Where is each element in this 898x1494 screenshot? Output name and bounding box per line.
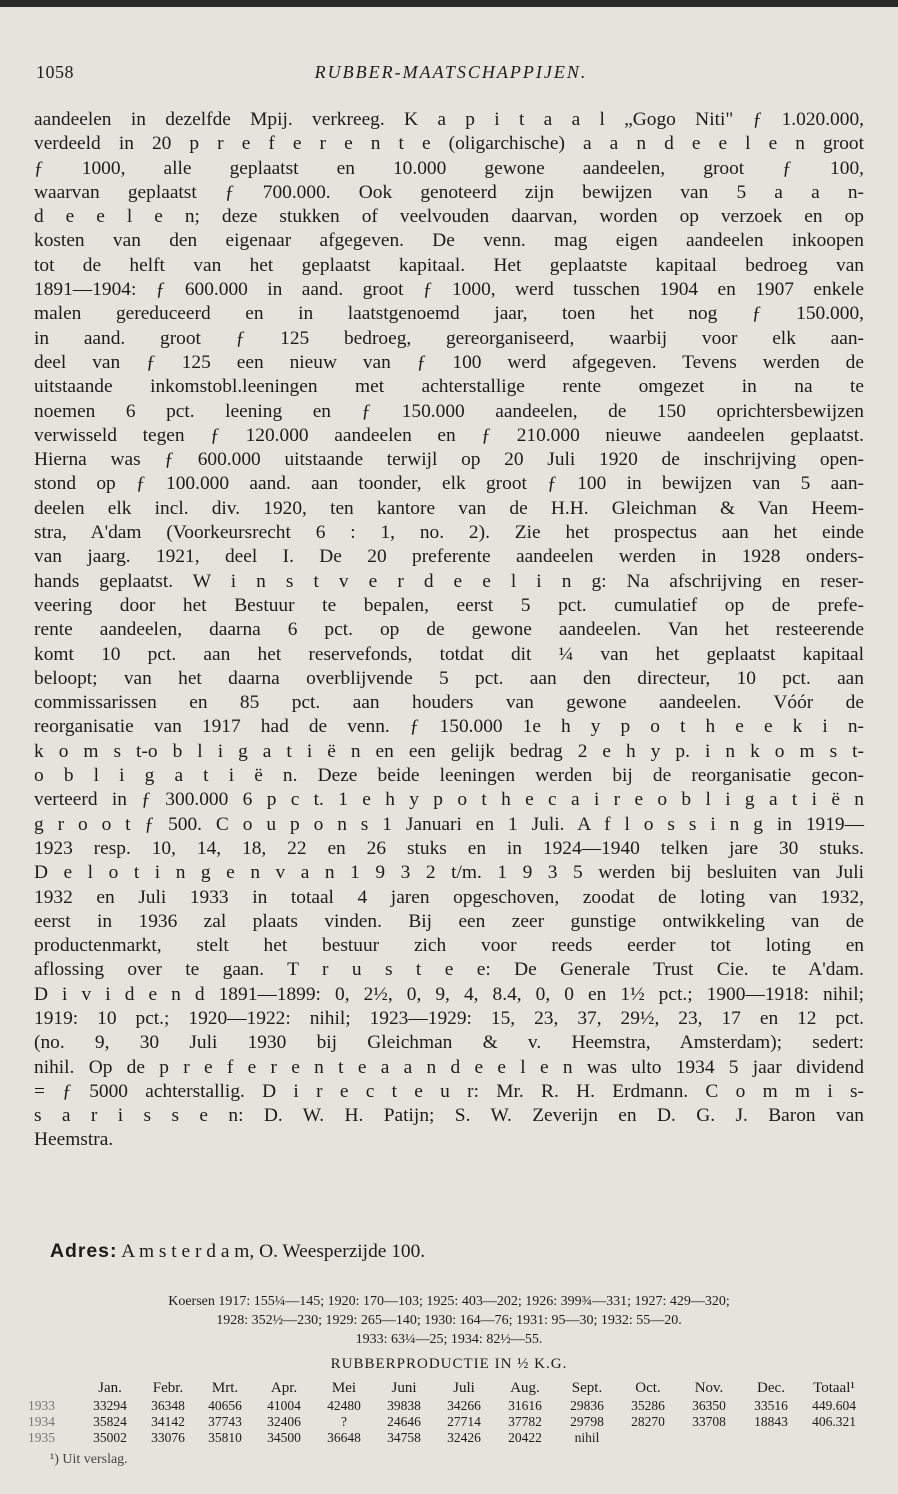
body-line: veering door het Bestuur te bepalen, eerst 5 pct. cumulatief op de prefe- — [34, 594, 864, 616]
body-line: hands geplaatst. W i n s t v e r d e e l i n g: Na afschrijving en reser- — [34, 570, 864, 592]
table-cell: 36648 — [327, 1430, 361, 1445]
column-header: Juli — [453, 1380, 475, 1396]
top-border — [0, 0, 898, 7]
body-line: Hierna was ƒ 600.000 uitstaande terwijl op 20 Juli 1920 de inschrijving open- — [34, 449, 864, 471]
koersen-line: 1928: 352½—230; 1929: 265—140; 1930: 164—76; 1931: 95—30; 1932: 55—20. — [216, 1313, 682, 1328]
body-line: d e e l e n; deze stukken of veelvouden daarvan, worden op verzoek en op — [34, 206, 864, 228]
table-cell: 34266 — [447, 1398, 481, 1413]
table-cell: 18843 — [754, 1414, 788, 1429]
column-header: Juni — [391, 1380, 417, 1396]
row-year: 1935 — [28, 1430, 55, 1445]
body-line: o b l i g a t i ë n. Deze beide leeningen werden bij de reorganisatie gecon- — [34, 765, 864, 787]
body-line: 1932 en Juli 1933 in totaal 4 jaren opgeschoven, zoodat de loting van 1932, — [34, 886, 864, 908]
table-cell: 29836 — [570, 1398, 604, 1413]
body-line: aandeelen in dezelfde Mpij. verkreeg. K a p i t a a l „Gogo Niti" ƒ 1.020.000, — [34, 109, 864, 130]
table-cell: 35286 — [631, 1398, 665, 1413]
column-header: Mei — [331, 1380, 357, 1396]
body-line: 1923 resp. 10, 14, 18, 22 en 26 stuks en in 1924—1940 telken jare 30 stuks. — [34, 837, 864, 859]
production-table-title: RUBBERPRODUCTIE IN ½ K.G. — [330, 1356, 568, 1372]
body-line: g r o o t ƒ 500. C o u p o n s 1 Januari en 1 Juli. A f l o s s i n g in 1919— — [34, 813, 864, 835]
table-cell: 37743 — [208, 1414, 242, 1429]
column-header: Jan. — [98, 1380, 122, 1396]
address — [50, 1240, 425, 1263]
body-line: s a r i s s e n: D. W. H. Patijn; S. W. Zeverijn en D. G. J. Baron van — [34, 1105, 864, 1127]
row-year: 1933 — [28, 1398, 55, 1413]
column-header: Febr. — [152, 1380, 184, 1396]
table-cell: ? — [341, 1414, 347, 1429]
body-line: D e l o t i n g e n v a n 1 9 3 2 t/m. 1 9 3 5 werden bij besluiten van Juli — [34, 862, 864, 884]
table-row — [28, 1414, 866, 1430]
table-cell — [678, 1430, 740, 1446]
table-cell: nihil — [574, 1430, 600, 1445]
table-cell: 20422 — [508, 1430, 542, 1445]
koersen-block — [34, 1292, 864, 1349]
table-cell: 33294 — [93, 1398, 127, 1413]
table-cell: 31616 — [508, 1398, 542, 1413]
body-line: verdeeld in 20 p r e f e r e n t e (oligarchische) a a n d e e l e n groot — [34, 133, 864, 155]
table-cell: 33516 — [754, 1398, 788, 1413]
table-cell: 32406 — [267, 1414, 301, 1429]
body-line: nihil. Op de p r e f e r e n t e a a n d e e l e n was ulto 1934 5 jaar dividend — [34, 1056, 864, 1078]
table-cell: 33708 — [692, 1414, 726, 1429]
body-line: rente aandeelen, daarna 6 pct. op de gewone aandeelen. Van het resteerende — [34, 619, 864, 641]
running-title: RUBBER-MAATSCHAPPIJEN. — [314, 62, 588, 82]
body-line: van jaarg. 1921, deel I. De 20 preferente aandeelen werden in 1928 onders- — [34, 546, 864, 568]
table-cell — [618, 1430, 678, 1446]
footnote: ¹) Uit verslag. — [50, 1452, 128, 1467]
row-year: 1934 — [28, 1414, 55, 1429]
column-header: Totaal¹ — [813, 1380, 855, 1396]
body-line: productenmarkt, stelt het bestuur zich voor reeds eerder tot loting en — [34, 935, 864, 957]
table-cell — [802, 1430, 866, 1446]
table-cell: 36348 — [151, 1398, 185, 1413]
table-cell: 34142 — [151, 1414, 185, 1429]
body-line: k o m s t-o b l i g a t i ë n en een gelijk bedrag 2 e h y p. i n k o m s t- — [34, 740, 864, 762]
table-cell: 37782 — [508, 1414, 542, 1429]
column-header: Nov. — [694, 1380, 724, 1396]
body-line: eerst in 1936 zal plaats vinden. Bij een zeer gunstige ontwikkeling van de — [34, 910, 864, 932]
body-line: stond op ƒ 100.000 aand. aan toonder, elk groot ƒ 100 in bewijzen van 5 aan- — [34, 473, 864, 495]
body-line: deel van ƒ 125 een nieuw van ƒ 100 werd afgegeven. Tevens werden de — [34, 351, 864, 373]
body-line: reorganisatie van 1917 had de venn. ƒ 150.000 1e h y p o t h e e k i n- — [34, 716, 864, 738]
column-header: Apr. — [270, 1380, 298, 1396]
body-line: D i v i d e n d 1891—1899: 0, 2½, 0, 9, 4, 8.4, 0, 0 en 1½ pct.; 1900—1918: nihil; — [34, 983, 864, 1005]
table-cell: 34758 — [387, 1430, 421, 1445]
table-header-row — [28, 1380, 866, 1398]
table-cell: 36350 — [692, 1398, 726, 1413]
column-header — [28, 1380, 80, 1398]
table-cell: 32426 — [447, 1430, 481, 1445]
body-line: aflossing over te gaan. T r u s t e e: De Generale Trust Cie. te A'dam. — [34, 959, 864, 981]
body-text — [34, 108, 864, 1153]
body-line: = ƒ 5000 achterstallig. D i r e c t e u r: Mr. R. H. Erdmann. C o m m i s- — [34, 1080, 864, 1102]
table-cell: 24646 — [387, 1414, 421, 1429]
table-cell: 41004 — [267, 1398, 301, 1413]
body-line: 1919: 10 pct.; 1920—1922: nihil; 1923—1929: 15, 23, 37, 29½, 23, 17 en 12 pct. — [34, 1007, 864, 1029]
table-cell: 449.604 — [812, 1398, 856, 1413]
body-line: commissarissen en 85 pct. aan houders van gewone aandeelen. Vóór de — [34, 692, 864, 714]
body-line: uitstaande inkomstobl.leeningen met achterstallige rente omgezet in na te — [34, 376, 864, 398]
body-line: verwisseld tegen ƒ 120.000 aandeelen en ƒ 210.000 nieuwe aandeelen geplaatst. — [34, 424, 864, 446]
body-line: tot de helft van het geplaatst kapitaal. Het geplaatste kapitaal bedroeg van — [34, 254, 864, 276]
body-line: stra, A'dam (Voorkeursrecht 6 : 1, no. 2). Zie het prospectus aan het einde — [34, 522, 864, 544]
body-line: kosten van den eigenaar afgegeven. De venn. mag eigen aandeelen inkoopen — [34, 230, 864, 252]
column-header: Sept. — [571, 1380, 603, 1396]
body-line: deelen elk incl. div. 1920, ten kantore van de H.H. Gleichman & Van Heem- — [34, 497, 864, 519]
body-line: Heemstra. — [34, 1129, 114, 1151]
column-header: Aug. — [510, 1380, 540, 1396]
table-cell: 406.321 — [812, 1414, 856, 1429]
table-row — [28, 1430, 866, 1446]
table-cell: 40656 — [208, 1398, 242, 1413]
address-value: A m s t e r d a m, O. Weesperzijde 100. — [121, 1241, 426, 1262]
table-cell: 39838 — [387, 1398, 421, 1413]
column-header: Dec. — [757, 1380, 785, 1396]
body-line: ƒ 1000, alle geplaatst en 10.000 gewone aandeelen, groot ƒ 100, — [34, 157, 864, 179]
body-line: 1891—1904: ƒ 600.000 in aand. groot ƒ 1000, werd tusschen 1904 en 1907 enkele — [34, 279, 864, 301]
table-cell: 42480 — [327, 1398, 361, 1413]
table-cell — [740, 1430, 802, 1446]
body-line: malen gereduceerd en in laatstgenoemd jaar, toen het nog ƒ 150.000, — [34, 303, 864, 325]
body-line: in aand. groot ƒ 125 bedroeg, gereorganiseerd, waarbij voor elk aan- — [34, 327, 864, 349]
koersen-line: 1933: 63¼—25; 1934: 82½—55. — [355, 1332, 543, 1347]
table-cell: 33076 — [151, 1430, 185, 1445]
table-cell: 35002 — [93, 1430, 127, 1445]
body-line: verteerd in ƒ 300.000 6 p c t. 1 e h y p o t h e c a i r e o b l i g a t i ë n — [34, 789, 864, 811]
table-cell: 28270 — [631, 1414, 665, 1429]
table-cell: 34500 — [267, 1430, 301, 1445]
column-header: Oct. — [635, 1380, 661, 1396]
column-header: Mrt. — [211, 1380, 239, 1396]
table-row — [28, 1398, 866, 1414]
body-line: waarvan geplaatst ƒ 700.000. Ook genoteerd zijn bewijzen van 5 a a n- — [34, 181, 864, 203]
body-line: komt 10 pct. aan het reservefonds, totdat dit ¼ van het geplaatst kapitaal — [34, 643, 864, 665]
production-table — [28, 1380, 866, 1446]
body-line: (no. 9, 30 Juli 1930 bij Gleichman & v. Heemstra, Amsterdam); sedert: — [34, 1032, 864, 1054]
page-number: 1058 — [36, 62, 74, 82]
address-label: Adres: — [50, 1240, 118, 1262]
table-cell: 27714 — [447, 1414, 481, 1429]
koersen-line: Koersen 1917: 155¼—145; 1920: 170—103; 1925: 403—202; 1926: 399¾—331; 1927: 429—320; — [168, 1294, 730, 1309]
table-cell: 35824 — [93, 1414, 127, 1429]
table-cell: 29798 — [570, 1414, 604, 1429]
body-line: beloopt; van het daarna overblijvende 5 pct. aan den directeur, 10 pct. aan — [34, 667, 864, 689]
table-cell: 35810 — [208, 1430, 242, 1445]
body-line: noemen 6 pct. leening en ƒ 150.000 aandeelen, de 150 oprichtersbewijzen — [34, 400, 864, 422]
page-header — [36, 62, 866, 86]
